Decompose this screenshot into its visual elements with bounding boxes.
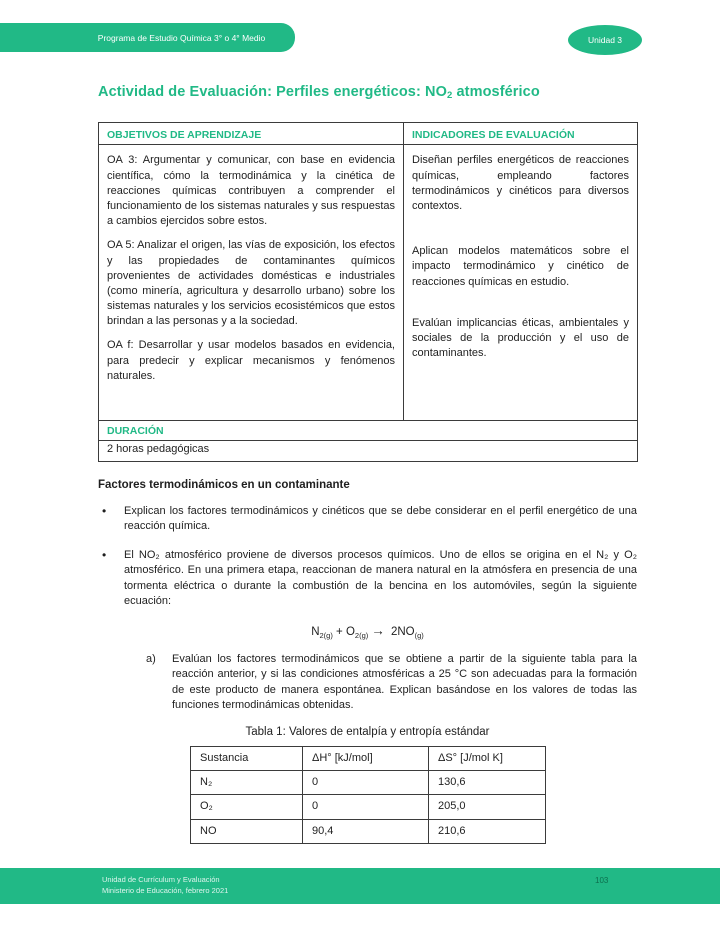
cell-substance-o2: O₂ xyxy=(191,795,303,819)
cell-substance-n2: N₂ xyxy=(191,770,303,794)
bullet-list xyxy=(98,504,637,609)
page-title-subscript: 2 xyxy=(446,90,453,101)
duration-value-row xyxy=(99,440,638,461)
bullet-item-1: • Explican los factores termodinámicos y cinéticos que se debe considerar en el perfil energético de una reacción química. xyxy=(98,504,637,535)
objective-oa5: OA 5: Analizar el origen, las vías de exposición, los efectos y las propiedades de contaminantes químicos provenientes de actividades domésticas e industriales (como minería, agricultura y desarrollo urbano) sobre los sistemas naturales y los servicios ecosistémicos que estos brindan a las personas y a la sociedad. xyxy=(107,239,395,328)
equation-product: 2NO xyxy=(387,626,415,639)
col-header-entropy: ΔS° [J/mol K] xyxy=(429,746,546,770)
table-row xyxy=(191,795,546,819)
table-body-row xyxy=(99,145,638,421)
page-title-suffix: atmosférico xyxy=(452,84,540,100)
page-title xyxy=(98,84,638,101)
data-table-header-row xyxy=(191,746,546,770)
equation-reactant-2: O xyxy=(345,626,355,639)
cell-enthalpy-o2: 0 xyxy=(303,795,429,819)
indicators-header: INDICADORES DE EVALUACIÓN xyxy=(404,123,638,145)
chemical-equation xyxy=(98,622,637,642)
indicator-2: Aplican modelos matemáticos sobre el impacto termodinámico y cinético de reacciones químicas en estudio. xyxy=(412,245,629,288)
equation-reactant-1-subscript: 2(g) xyxy=(319,631,333,641)
table-row xyxy=(191,770,546,794)
objectives-indicators-table xyxy=(98,122,638,462)
table-caption: Tabla 1: Valores de entalpía y entropía estándar xyxy=(245,725,490,738)
unit-badge xyxy=(568,25,642,55)
indicators-cell xyxy=(404,145,638,421)
item-a-text: Evalúan los factores termodinámicos que se obtiene a partir de la siguiente tabla para la reacción anterior, y si las condiciones atmosféricas a 25 °C son adecuadas para la formación de este producto de manera espontánea. Explican basándose en los valores de todas las funciones termodinámicas obtenidas. xyxy=(172,652,637,712)
cell-enthalpy-no: 90,4 xyxy=(303,819,429,843)
objectives-cell xyxy=(99,145,404,421)
table-row xyxy=(191,819,546,843)
footer-line-2: Ministerio de Educación, febrero 2021 xyxy=(102,886,229,895)
indicator-3: Evalúan implicancias éticas, ambientales y sociales de la producción y el uso de contaminantes. xyxy=(412,316,629,360)
activity-section xyxy=(98,477,637,844)
objective-oa3: OA 3: Argumentar y comunicar, con base en evidencia científica, cómo la termodinámica y la cinética de reacciones químicas contribuyen a comprender el funcionamiento de los sistemas naturales y sus respuestas a cambios ejercidos sobre estos. xyxy=(107,154,395,228)
equation-plus: + xyxy=(332,626,346,639)
cell-enthalpy-n2: 0 xyxy=(303,770,429,794)
cell-substance-no: NO xyxy=(191,819,303,843)
duration-label-row xyxy=(99,421,638,440)
cell-entropy-n2: 130,6 xyxy=(429,770,546,794)
col-header-sustancia: Sustancia xyxy=(191,746,303,770)
cell-entropy-o2: 205,0 xyxy=(429,795,546,819)
bullet-item-2: • El NO₂ atmosférico proviene de diversos procesos químicos. Uno de ellos se origina en el N₂ y O₂ atmosférico. En una primera etapa, reaccionan de manera natural en la atmósfera en presencia de una tormenta eléctrica o durante la combustión de la bencina en los automóviles, según la siguiente ecuación: xyxy=(98,548,637,610)
objectives-header: OBJETIVOS DE APRENDIZAJE xyxy=(99,123,404,145)
equation-reactant-2-subscript: 2(g) xyxy=(354,631,369,641)
footer-credits xyxy=(102,874,228,896)
footer-bar xyxy=(0,868,720,904)
program-header-pill xyxy=(0,23,295,52)
unit-badge-label: Unidad 3 xyxy=(587,35,623,45)
footer-line-1: Unidad de Currículum y Evaluación xyxy=(102,875,220,884)
table-header-row xyxy=(99,123,638,145)
indicator-1: Diseñan perfiles energéticos de reacciones químicas, empleando factores termodinámicos y cinéticos para diversos contextos. xyxy=(412,154,629,212)
duration-label: DURACIÓN xyxy=(99,421,638,440)
thermodynamic-data-table xyxy=(190,746,546,845)
item-a-label: a) xyxy=(146,652,156,665)
equation-reactant-1: N xyxy=(311,626,320,639)
page-title-text: Actividad de Evaluación: Perfiles energéticos: NO xyxy=(98,84,447,100)
section-heading: Factores termodinámicos en un contaminante xyxy=(98,479,350,491)
objective-oaf: OA f: Desarrollar y usar modelos basados en evidencia, para predecir y explicar mecanismos y fenómenos naturales. xyxy=(107,339,395,382)
cell-entropy-no: 210,6 xyxy=(429,819,546,843)
equation-product-subscript: (g) xyxy=(414,631,424,641)
list-item-a xyxy=(98,652,637,714)
reaction-arrow-icon: → xyxy=(371,623,385,639)
duration-value: 2 horas pedagógicas xyxy=(99,440,638,461)
program-header-label: Programa de Estudio Química 3° o 4° Medio xyxy=(97,32,266,43)
col-header-enthalpy: ΔH° [kJ/mol] xyxy=(303,746,429,770)
page-number: 103 xyxy=(595,876,609,885)
